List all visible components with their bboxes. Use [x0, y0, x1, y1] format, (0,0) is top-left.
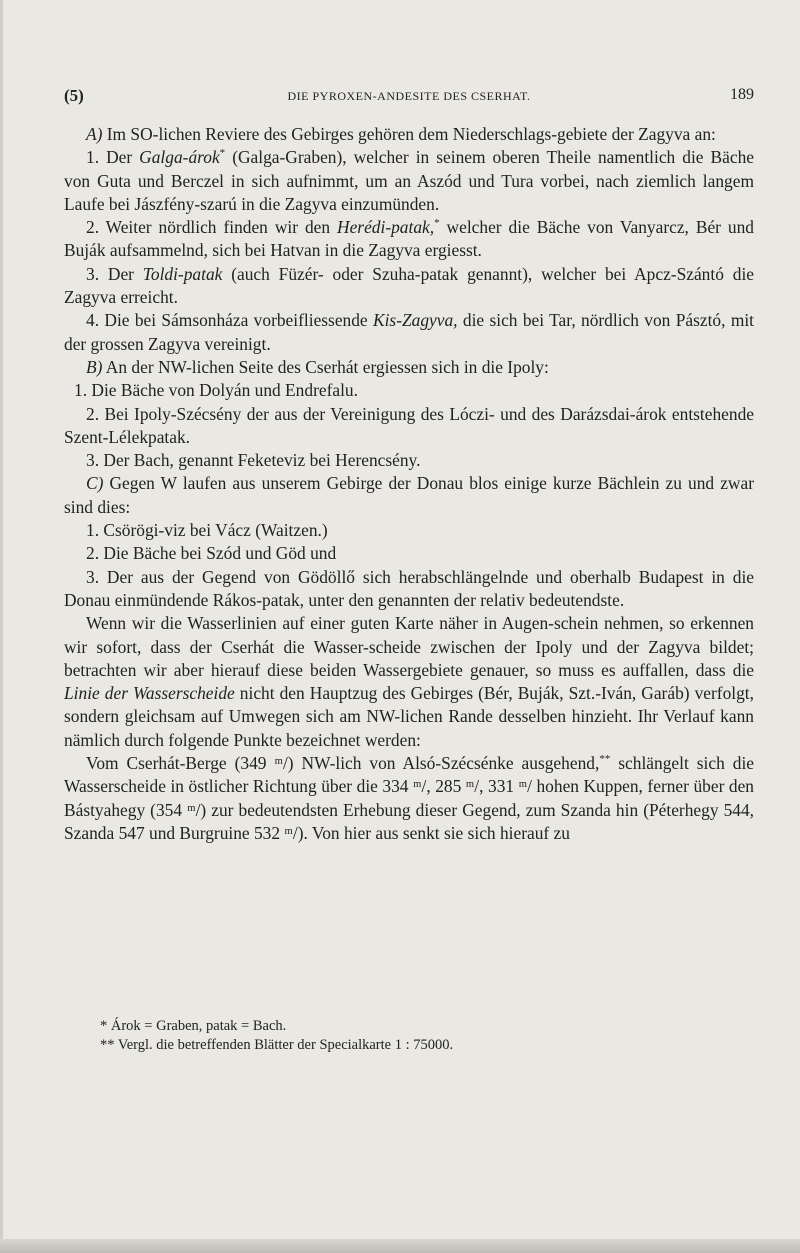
paragraph-text-run: Vom Cserhát-Berge (349 ᵐ/) NW-lich von Alsó-Szécsénke ausgehend, — [86, 753, 600, 774]
paragraph-text-run: B) — [86, 356, 103, 377]
paragraph-text-run: C) — [86, 473, 104, 494]
paragraph-text-run: Wenn wir die Wasserlinien auf einer guten Karte näher in Augen-schein nehmen, so erkennen wir sofort, dass der Cserhát die Wasser-scheide zwischen der Ipoly und der Zagyva bildet; betrachten wir aber hierauf diese beiden Wassergebiete genauer, so muss es auffallen, dass die — [64, 613, 754, 680]
paragraph-p11 — [64, 519, 754, 542]
paragraph-text-run: 3. Der aus der Gegend von Gödöllő sich herabschlängelnde und oberhalb Budapest in die Donau einmündende Rákos-patak, unter den genannten der relativ bedeutendste. — [64, 566, 754, 610]
paragraph-text-run: welcher die Bäche von Vanyarcz, Bér und Buják aufsammelnd, sich bei Hatvan in die Zagyva ergiesst. — [64, 217, 754, 261]
paragraph-text-run: * — [434, 217, 440, 230]
paragraph-text-run: 2. Die Bäche bei Szód und Göd und — [86, 543, 337, 564]
paragraph-text-run: 1. Die Bäche von Dolyán und Endrefalu. — [74, 380, 358, 401]
paragraph-p14 — [64, 612, 754, 752]
page-header — [64, 86, 754, 112]
page-left-edge — [0, 0, 3, 1253]
paragraph-text-run: 3. Der — [86, 263, 143, 284]
paragraph-p9 — [64, 449, 754, 472]
paragraph-text-run: 3. Der Bach, genannt Feketeviz bei Herencsény. — [86, 450, 421, 471]
paragraph-text-run: Gegen W laufen aus unserem Gebirge der Donau blos einige kurze Bächlein zu und zwar sind dies: — [64, 473, 754, 517]
paragraph-text-run: A) — [86, 124, 103, 144]
paragraph-p1 — [64, 123, 754, 146]
paragraph-text-run: 1. Der — [86, 147, 140, 168]
paragraph-text-run: (auch Füzér- oder Szuha-patak genannt), welcher bei Apcz-Szántó die Zagyva erreicht. — [64, 263, 754, 308]
paragraph-p2 — [64, 146, 754, 216]
paragraph-p10 — [64, 472, 754, 519]
paragraph-text-run: Im SO-lichen Reviere des Gebirges gehören dem Niederschlags-gebiete der Zagyva an: — [102, 124, 716, 144]
paragraph-text-run: 2. Bei Ipoly-Szécsény der aus der Vereinigung des Lóczi- und des Darázsdai-árok entstehende Szent-Lélekpatak. — [64, 403, 754, 447]
page-number: 189 — [730, 86, 754, 103]
paragraph-text-run: 2. Weiter nördlich finden wir den — [86, 217, 338, 238]
paragraph-text-run: An der NW-lichen Seite des Cserhát ergiessen sich in die Ipoly: — [102, 356, 549, 377]
paragraph-text-run: die sich bei Tar, nördlich von Pásztó, mit der grossen Zagyva vereinigt. — [64, 310, 755, 354]
paragraph-text-run: nicht den Hauptzug des Gebirges (Bér, Buják, Szt.-Iván, Garáb) verfolgt, sondern gleichsam auf Umwegen sich am NW-lichen Rande desselben hinzieht. Ihr Verlauf kann nämlich durch folgende Punkte bezeichnet werden: — [64, 683, 754, 750]
paragraph-p4 — [64, 263, 754, 310]
paragraph-text-run: Herédi-patak, — [337, 217, 435, 238]
paragraph-text-run: (Galga-Graben), welcher in seinem oberen Theile namentlich die Bäche von Guta und Berczel in sich aufnimmt, um an Aszód und Tura vorbei, nach ziemlich langem Laufe bei Jászfény-szarú in die Zagyva einzumünden. — [64, 147, 754, 214]
paragraph-p15 — [64, 752, 754, 845]
paragraph-text-run: ** — [599, 753, 611, 766]
paragraph-p5 — [64, 309, 754, 356]
paragraph-p13 — [64, 566, 754, 613]
paragraph-text-run: 1. Csörögi-viz bei Vácz (Waitzen.) — [86, 520, 328, 541]
footnote-2: ** Vergl. die betreffenden Blätter der Specialkarte 1 : 75000. — [100, 1037, 454, 1053]
paragraph-text-run: 4. Die bei Sámsonháza vorbeifliessende — [86, 310, 373, 331]
paragraph-text-run: Linie der Wasserscheide — [64, 683, 235, 704]
footnote-1: * Árok = Graben, patak = Bach. — [100, 1018, 287, 1034]
running-title: DIE PYROXEN-ANDESITE DES CSERHAT. — [287, 89, 531, 103]
paragraph-p12 — [64, 542, 754, 565]
paragraph-p8 — [64, 403, 754, 450]
body-text — [64, 123, 754, 845]
paragraph-text-run: schlängelt sich die Wasserscheide in östlicher Richtung über die 334 ᵐ/, 285 ᵐ/, 331 ᵐ/ hohen Kuppen, ferner über den Bástyahegy (354 ᵐ/) zur bedeutendsten Erhebung dieser Gegend, zum Szanda hin (Péterhegy 544, Szanda 547 und Burgruine 532 ᵐ/). Von hier aus senkt sie sich hierauf zu — [64, 753, 754, 843]
paragraph-text-run: Kis-Zagyva, — [373, 310, 458, 331]
paragraph-p6 — [64, 356, 754, 379]
scan-bottom-edge — [0, 1239, 800, 1253]
chapter-number: (5) — [64, 86, 84, 105]
paragraph-p7 — [64, 379, 754, 402]
paragraph-p3 — [64, 216, 754, 263]
paragraph-text-run: * — [219, 147, 226, 160]
paragraph-text-run: Galga-árok — [139, 147, 220, 168]
footnotes — [64, 1017, 754, 1055]
paragraph-text-run: Toldi-patak — [142, 263, 223, 284]
